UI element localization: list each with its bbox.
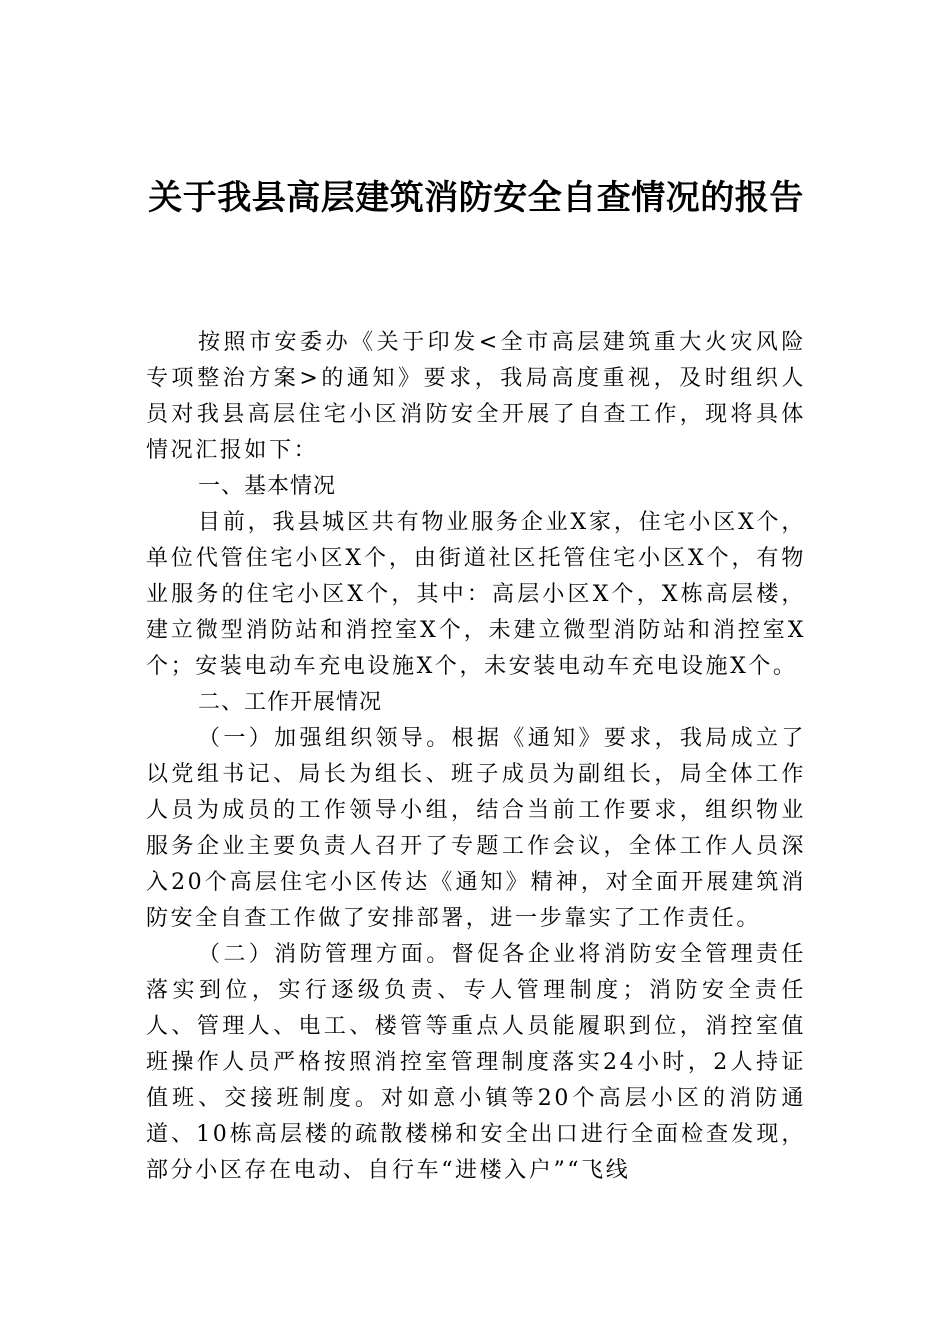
section-heading-work: 二、工作开展情况 xyxy=(198,690,383,715)
document-body xyxy=(146,325,806,1189)
fire-management-paragraph: （二）消防管理方面。督促各企业将消防安全管理责任落实到位，实行逐级负责、专人管理制度；消防安全责任人、管理人、电工、楼管等重点人员能履职到位，消控室值班操作人员严格按照消控室管理制度落实24小时，2人持证值班、交接班制度。对如意小镇等20个高层小区的消防通道、10栋高层楼的疏散楼梯和安全出口进行全面检查发现，部分小区存在电动、自行车“进楼入户”“飞线 xyxy=(146,942,806,1183)
basic-situation-paragraph: 目前，我县城区共有物业服务企业X家，住宅小区X个，单位代管住宅小区X个，由街道社区托管住宅小区X个，有物业服务的住宅小区X个，其中：高层小区X个，X栋高层楼，建立微型消防站和消控室X个，未建立微型消防站和消控室X个；安装电动车充电设施X个，未安装电动车充电设施X个。 xyxy=(146,510,806,679)
intro-paragraph: 按照市安委办《关于印发<全市高层建筑重大火灾风险专项整治方案>的通知》要求，我局高度重视，及时组织人员对我县高层住宅小区消防安全开展了自查工作，现将具体情况汇报如下： xyxy=(146,330,806,463)
document-title: 关于我县高层建筑消防安全自查情况的报告 xyxy=(148,178,804,218)
section-heading-basic: 一、基本情况 xyxy=(198,474,337,499)
organization-paragraph: （一）加强组织领导。根据《通知》要求，我局成立了以党组书记、局长为组长、班子成员为副组长，局全体工作人员为成员的工作领导小组，结合当前工作要求，组织物业服务企业主要负责人召开了专题工作会议，全体工作人员深入20个高层住宅小区传达《通知》精神，对全面开展建筑消防安全自查工作做了安排部署，进一步靠实了工作责任。 xyxy=(146,726,806,931)
